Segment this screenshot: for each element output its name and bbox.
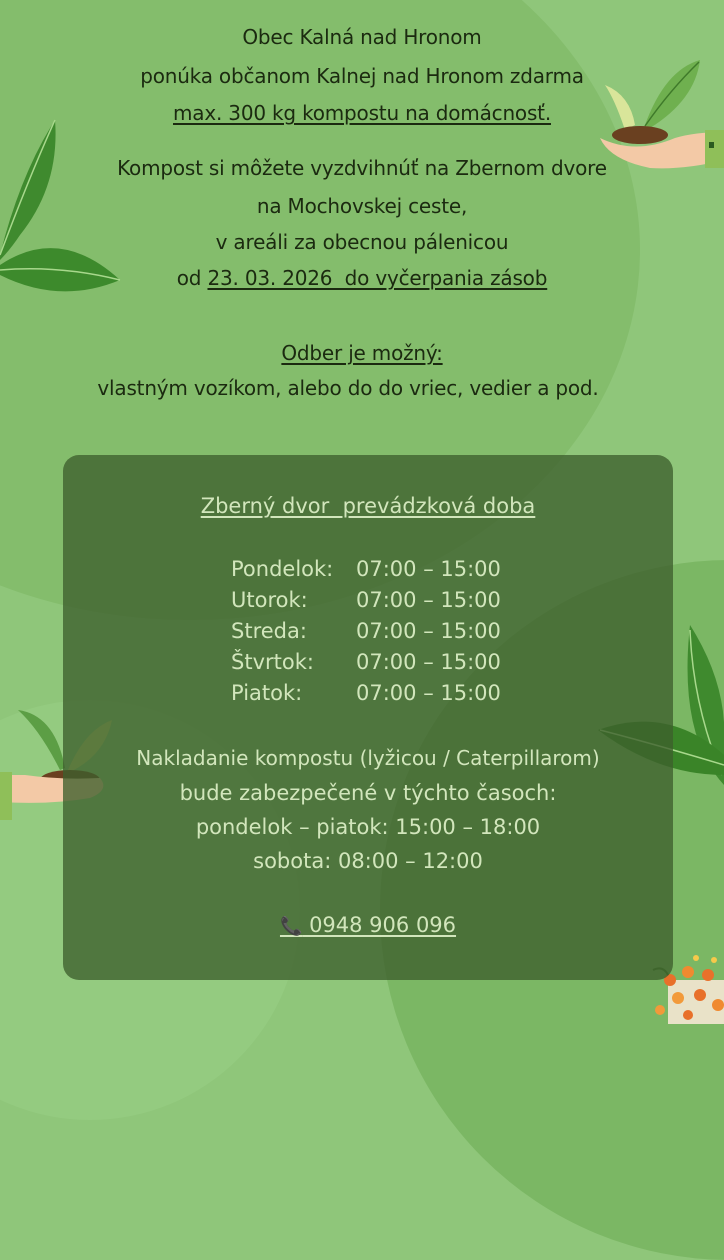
loading-line: bude zabezpečené v týchto časoch: [179,781,557,805]
collection-heading: Odber je možný: [281,341,443,365]
offer-line: ponúka občanom Kalnej nad Hronom zdarma [140,64,584,88]
date-prefix: od [176,266,202,290]
location-line: na Mochovskej ceste, [256,194,468,218]
pickup-line: Kompost si môžete vyzdvihnúť na Zbernom dvore [117,156,607,180]
amount-line: max. 300 kg kompostu na domácnosť. [173,101,551,125]
schedule-time: 07:00 – 15:00 [356,619,501,643]
schedule-time: 07:00 – 15:00 [356,681,501,705]
collection-methods: vlastným vozíkom, alebo do do vriec, vedier a pod. [97,376,599,400]
schedule-time: 07:00 – 15:00 [356,650,501,674]
schedule-time: 07:00 – 15:00 [356,588,501,612]
panel-title: Zberný dvor prevádzková doba [200,494,536,518]
title-line: Obec Kalná nad Hronom [242,25,482,49]
schedule-day: Piatok: [231,681,303,705]
schedule-day: Streda: [231,619,307,643]
loading-weekday-hours: pondelok – piatok: 15:00 – 18:00 [195,815,541,839]
phone-number: 0948 906 096 [302,913,457,937]
schedule-day: Pondelok: [231,557,334,581]
date-line [0,266,724,290]
date-range: 23. 03. 2026 do vyčerpania zásob [207,266,548,290]
loading-saturday-hours: sobota: 08:00 – 12:00 [253,849,483,873]
schedule-day: Štvrtok: [231,650,314,674]
location-detail-line: v areáli za obecnou pálenicou [215,230,509,254]
schedule-time: 07:00 – 15:00 [356,557,501,581]
schedule-day: Utorok: [231,588,308,612]
phone-icon: 📞 [279,916,303,937]
loading-line: Nakladanie kompostu (lyžicou / Caterpillarom) [136,746,600,770]
phone-link[interactable] [63,913,673,937]
opening-hours-panel [63,455,673,980]
